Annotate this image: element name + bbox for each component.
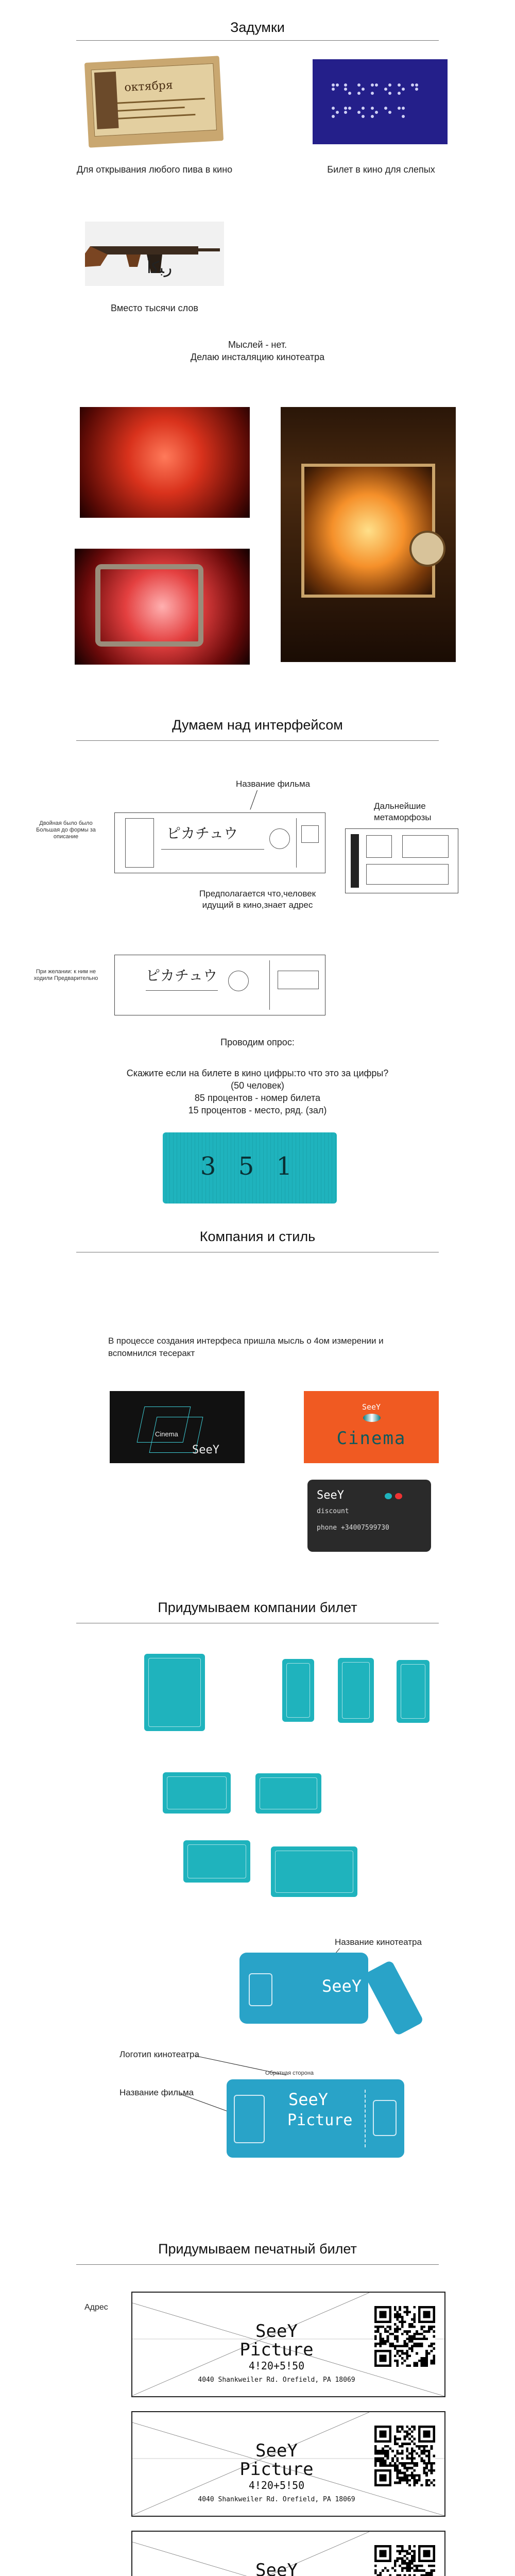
blue-ticket-stub xyxy=(364,1960,424,2036)
installation-photo-2 xyxy=(281,407,456,662)
printed-title: Picture xyxy=(239,2340,314,2360)
printed-brand: SeeY xyxy=(255,2560,298,2576)
installation-photo-3 xyxy=(75,549,250,665)
braille-dots xyxy=(313,59,448,144)
thoughts-line-2: Делаю инсталяцию кинотеатра xyxy=(190,352,325,362)
old-ticket-image xyxy=(84,56,224,147)
brand-card-black xyxy=(110,1391,245,1463)
teal-ticket-variant xyxy=(338,1658,374,1723)
svg-text:ﺭﺒﻛﺃ: ﺭﺒﻛﺃ xyxy=(147,258,173,277)
teal-ticket-variant xyxy=(183,1840,250,1883)
printed-brand: SeeY xyxy=(255,2321,298,2342)
blue-ticket-top xyxy=(239,1953,368,2024)
small-caption: Обратная сторона xyxy=(265,2070,314,2076)
sketch-title: ピカチュウ xyxy=(166,825,238,841)
left-note: Двойная было было Большая до формы за описание xyxy=(36,820,96,840)
blue-brand-main: SeeY xyxy=(288,2090,329,2109)
teal-ticket-variant xyxy=(144,1654,205,1731)
company-intro-2: вспомнился тесеракт xyxy=(108,1348,195,1358)
printed-code: 4!20+5!50 xyxy=(248,2360,305,2372)
printed-code: 4!20+5!50 xyxy=(248,2479,305,2492)
card1-brand: SeeY xyxy=(192,1444,219,1456)
poll-question: Скажите если на билете в кино цифры:то что это за цифры? xyxy=(126,1068,389,1078)
blue-brand: SeeY xyxy=(322,1976,362,1996)
installation-photo-1 xyxy=(80,407,250,518)
caption-old-ticket: Для открывания любого пива в кино xyxy=(76,164,233,175)
braille-ticket-image xyxy=(313,59,448,144)
ticket-digits: 3 5 1 xyxy=(200,1152,300,1181)
divider xyxy=(76,740,439,741)
printed-ticket xyxy=(131,2531,445,2576)
label-logo: Логотип кинотеатра xyxy=(119,2049,199,2059)
divider xyxy=(76,40,439,41)
section-title-printed: Придумываем печатный билет xyxy=(158,2241,357,2257)
label-further-1: Дальнейшие xyxy=(374,801,426,811)
label-address: Адрес xyxy=(84,2303,108,2312)
section-title-ticket-company: Придумываем компании билет xyxy=(158,1600,357,1615)
section-title-company: Компания и стиль xyxy=(199,1229,316,1244)
teal-ticket-variant xyxy=(271,1846,357,1897)
teal-ticket-variant xyxy=(282,1659,314,1722)
card2-text: Cinema xyxy=(336,1428,406,1449)
qr-code xyxy=(374,2426,435,2486)
thoughts-line-1: Мыслей - нет. xyxy=(228,340,287,350)
section-title-interface: Думаем над интерфейсом xyxy=(172,717,343,733)
qr-code xyxy=(374,2545,435,2576)
gun-image xyxy=(85,222,224,286)
blue-ticket-main xyxy=(227,2079,404,2158)
divider xyxy=(76,2264,439,2265)
section-title-ideas: Задумки xyxy=(230,20,285,35)
caption-gun: Вместо тысячи слов xyxy=(111,303,198,313)
blue-title: Picture xyxy=(287,2111,353,2129)
label-film-name: Название фильма xyxy=(236,779,311,789)
teal-ticket-variant xyxy=(255,1773,321,1814)
qr-code xyxy=(374,2306,435,2367)
poll-result-2: 15 процентов - место, ряд. (зал) xyxy=(188,1105,327,1115)
sketch-ticket-metamorph xyxy=(345,828,458,893)
label-further-2: метаморфозы xyxy=(374,812,432,822)
teal-number-ticket xyxy=(163,1132,337,1204)
teal-ticket-variant xyxy=(163,1772,231,1814)
sketch-title-2: ピカチュウ xyxy=(146,968,218,984)
label-film: Название фильма xyxy=(119,2088,194,2097)
teal-ticket-variant xyxy=(397,1660,430,1723)
brand-card-discount xyxy=(307,1480,431,1552)
printed-title: Picture xyxy=(239,2459,314,2480)
pointer-line xyxy=(250,790,258,810)
caption-blind-ticket: Билет в кино для слепых xyxy=(327,164,435,175)
company-intro-1: В процессе создания интерфеса пришла мысль о 4ом измерении и xyxy=(108,1336,384,1346)
old-ticket-word: октября xyxy=(124,79,174,94)
left-note-2: При желании: к ним не ходили Предварительно xyxy=(33,969,98,982)
card2-brand: SeeY xyxy=(362,1402,381,1412)
assumption-1: Предполагается что,человек xyxy=(199,889,316,899)
printed-brand: SeeY xyxy=(255,2441,298,2461)
printed-ticket xyxy=(131,2292,445,2397)
poll-result-1: 85 процентов - номер билета xyxy=(194,1093,321,1103)
sketch-ticket-1 xyxy=(114,812,325,873)
card1-text: Cinema xyxy=(155,1430,178,1438)
assumption-2: идущий в кино,знает адрес xyxy=(202,900,313,910)
card3-phone: phone +34007599730 xyxy=(317,1524,389,1532)
printed-address: 4040 Shankweiler Rd. Orefield, PA 18069 xyxy=(198,2376,355,2384)
poll-title: Проводим опрос: xyxy=(220,1037,295,1047)
sketch-ticket-2 xyxy=(114,955,325,1015)
label-cinema-name: Название кинотеатра xyxy=(335,1937,422,1947)
printed-ticket xyxy=(131,2411,445,2517)
card3-brand: SeeY xyxy=(317,1489,344,1502)
poll-count: (50 человек) xyxy=(231,1080,284,1091)
printed-address: 4040 Shankweiler Rd. Orefield, PA 18069 xyxy=(198,2496,355,2503)
card3-sub: discount xyxy=(317,1507,349,1515)
brand-card-orange xyxy=(304,1391,439,1463)
